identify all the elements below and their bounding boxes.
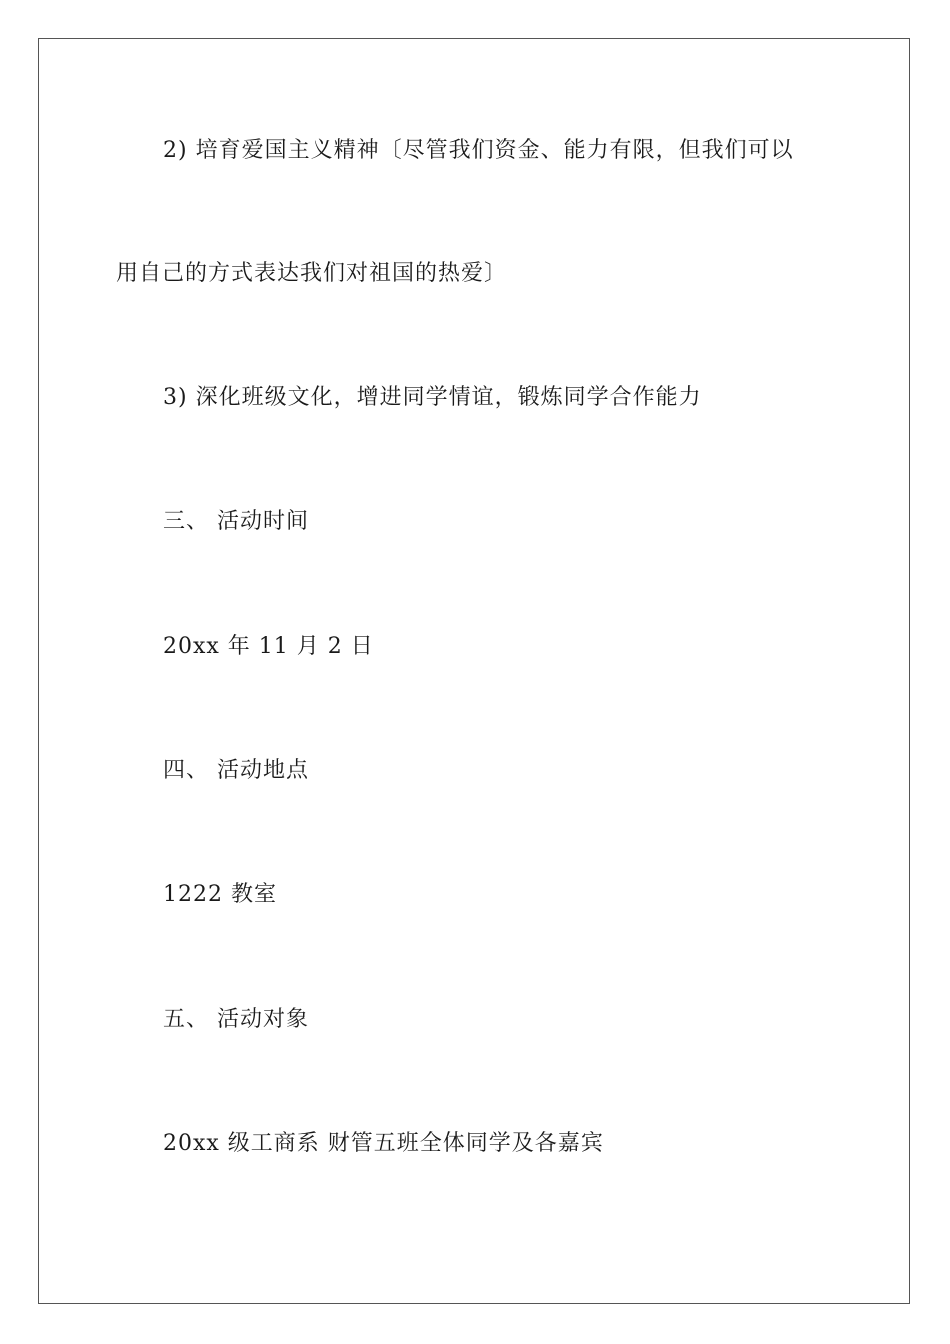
activity-participants: 20xx 级工商系 财管五班全体同学及各嘉宾 [163,1131,604,1156]
activity-date: 20xx 年 11 月 2 日 [163,634,374,659]
section-heading-activity-location: 四、 活动地点 [163,758,309,783]
page-border [38,38,910,1304]
section-heading-activity-participants: 五、 活动对象 [163,1007,309,1032]
section-heading-activity-time: 三、 活动时间 [163,509,309,534]
activity-location: 1222 教室 [163,882,277,907]
objective-item-2: 2) 培育爱国主义精神〔尽管我们资金、能力有限，但我们可以 [163,138,794,163]
objective-item-3: 3) 深化班级文化，增进同学情谊，锻炼同学合作能力 [163,385,702,410]
objective-item-2-continuation: 用自己的方式表达我们对祖国的热爱〕 [116,261,508,286]
